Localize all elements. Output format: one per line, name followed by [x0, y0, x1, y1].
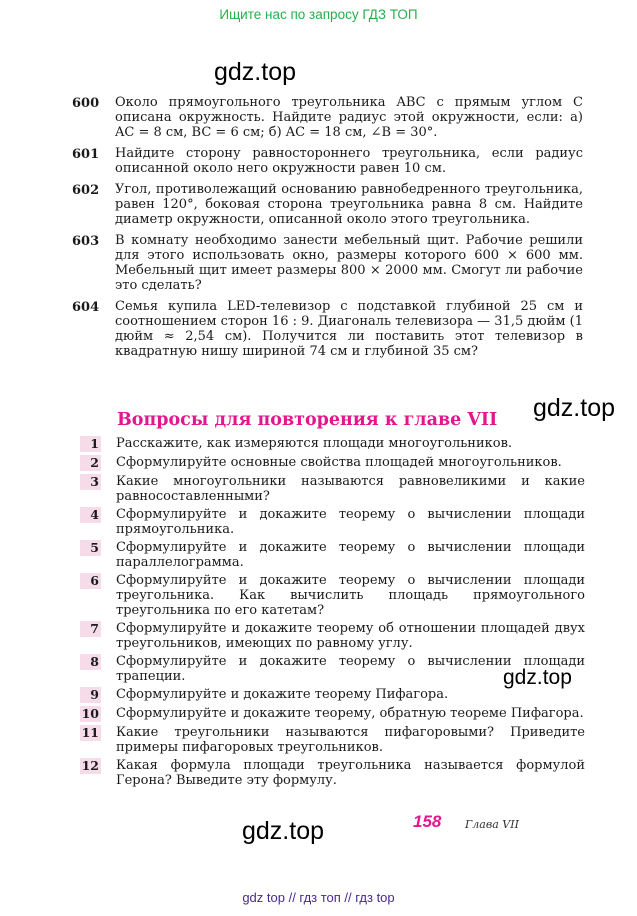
problem-item [72, 146, 587, 176]
problem-item [72, 95, 587, 140]
question-item [80, 540, 585, 570]
question-text: Какая формула площади треугольника называется формулой Герона? Выведите эту формулу. [116, 758, 585, 788]
problem-text: Найдите сторону равностороннего треугольника, если радиус описанной около него окружности равен 10 см. [115, 146, 583, 176]
problem-item [72, 299, 587, 359]
problem-number: 600 [72, 96, 100, 111]
question-item [80, 474, 585, 504]
question-text: Сформулируйте и докажите теорему о вычислении площади трапеции. [116, 654, 585, 684]
page-number: 158 [413, 812, 442, 831]
question-text: Какие треугольники называются пифагоровыми? Приведите примеры пифагоровых треугольников. [116, 725, 585, 755]
question-number: 12 [81, 758, 99, 773]
question-number: 10 [81, 706, 99, 721]
chapter-label: Глава VII [465, 818, 519, 831]
problem-number: 601 [72, 147, 100, 162]
watermark: gdz.top [214, 58, 297, 86]
question-number: 11 [81, 725, 99, 740]
problem-text: Угол, противолежащий основанию равнобедренного треугольника, равен 120°, боковая сторона треугольника равна 8 см. Найдите диаметр окружности, описанной около этого треугольника. [115, 182, 583, 227]
question-number: 3 [80, 474, 101, 490]
question-text: Сформулируйте и докажите теорему об отношении площадей двух треугольников, имеющих по равному углу. [116, 621, 585, 651]
question-item [80, 725, 585, 755]
watermark: gdz.top [533, 394, 616, 422]
question-text: Сформулируйте и докажите теорему о вычислении площади треугольника. Как вычислить площадь прямоугольного треугольника по его катетам? [116, 573, 585, 618]
question-item [80, 687, 585, 703]
header-link[interactable]: Ищите нас по запросу ГДЗ ТОП [219, 7, 418, 22]
question-number: 6 [80, 573, 101, 589]
question-item [80, 621, 585, 651]
question-number: 5 [80, 540, 101, 556]
problem-text: Около прямоугольного треугольника ABC с прямым углом C описана окружность. Найдите радиус этой окружности, если: а) AC = 8 см, BC = 6 см; б) AC = 18 см, ∠B = 30°. [115, 95, 583, 140]
problem-number: 602 [72, 183, 100, 198]
footer-links[interactable]: gdz top // гдз топ // гдз top [242, 890, 395, 905]
question-text: Сформулируйте и докажите теорему, обратную теореме Пифагора. [116, 706, 584, 721]
problem-number: 604 [72, 300, 100, 315]
question-text: Расскажите, как измеряются площади многоугольников. [116, 436, 513, 451]
question-item [80, 706, 585, 722]
question-text: Сформулируйте и докажите теорему о вычислении площади прямоугольника. [116, 507, 585, 537]
question-item [80, 507, 585, 537]
question-number: 4 [80, 507, 101, 523]
question-item [80, 455, 585, 471]
question-text: Сформулируйте основные свойства площадей многоугольников. [116, 455, 562, 470]
question-text: Какие многоугольники называются равновеликими и какие равносоставленными? [116, 474, 585, 504]
question-item [80, 436, 585, 452]
problem-item [72, 182, 587, 227]
question-item [80, 654, 585, 684]
question-number: 1 [80, 436, 101, 452]
question-list [80, 436, 585, 791]
question-number: 9 [80, 687, 101, 703]
problem-list [72, 95, 587, 365]
question-text: Сформулируйте и докажите теорему Пифагора. [116, 687, 449, 702]
question-item [80, 573, 585, 618]
problem-text: В комнату необходимо занести мебельный щит. Рабочие решили для этого использовать окно, размеры которого 600 × 600 мм. Мебельный щит имеет размеры 800 × 2000 мм. Смогут ли рабочие это сделать? [115, 233, 583, 293]
watermark: gdz.top [503, 666, 572, 689]
watermark: gdz.top [242, 817, 325, 845]
problem-number: 603 [72, 234, 100, 249]
problem-item [72, 233, 587, 293]
question-text: Сформулируйте и докажите теорему о вычислении площади параллелограмма. [116, 540, 585, 570]
question-number: 7 [80, 621, 101, 637]
question-number: 2 [80, 455, 101, 471]
question-item [80, 758, 585, 788]
section-title: Вопросы для повторения к главе VII [117, 410, 498, 430]
problem-text: Семья купила LED-телевизор с подставкой глубиной 25 см и соотношением сторон 16 : 9. Диагональ телевизора — 31,5 дюйм (1 дюйм ≈ 2,54 см). Получится ли поставить этот телевизор в квадратную нишу шириной 74 см и глубиной 35 см? [115, 299, 583, 359]
question-number: 8 [80, 654, 101, 670]
